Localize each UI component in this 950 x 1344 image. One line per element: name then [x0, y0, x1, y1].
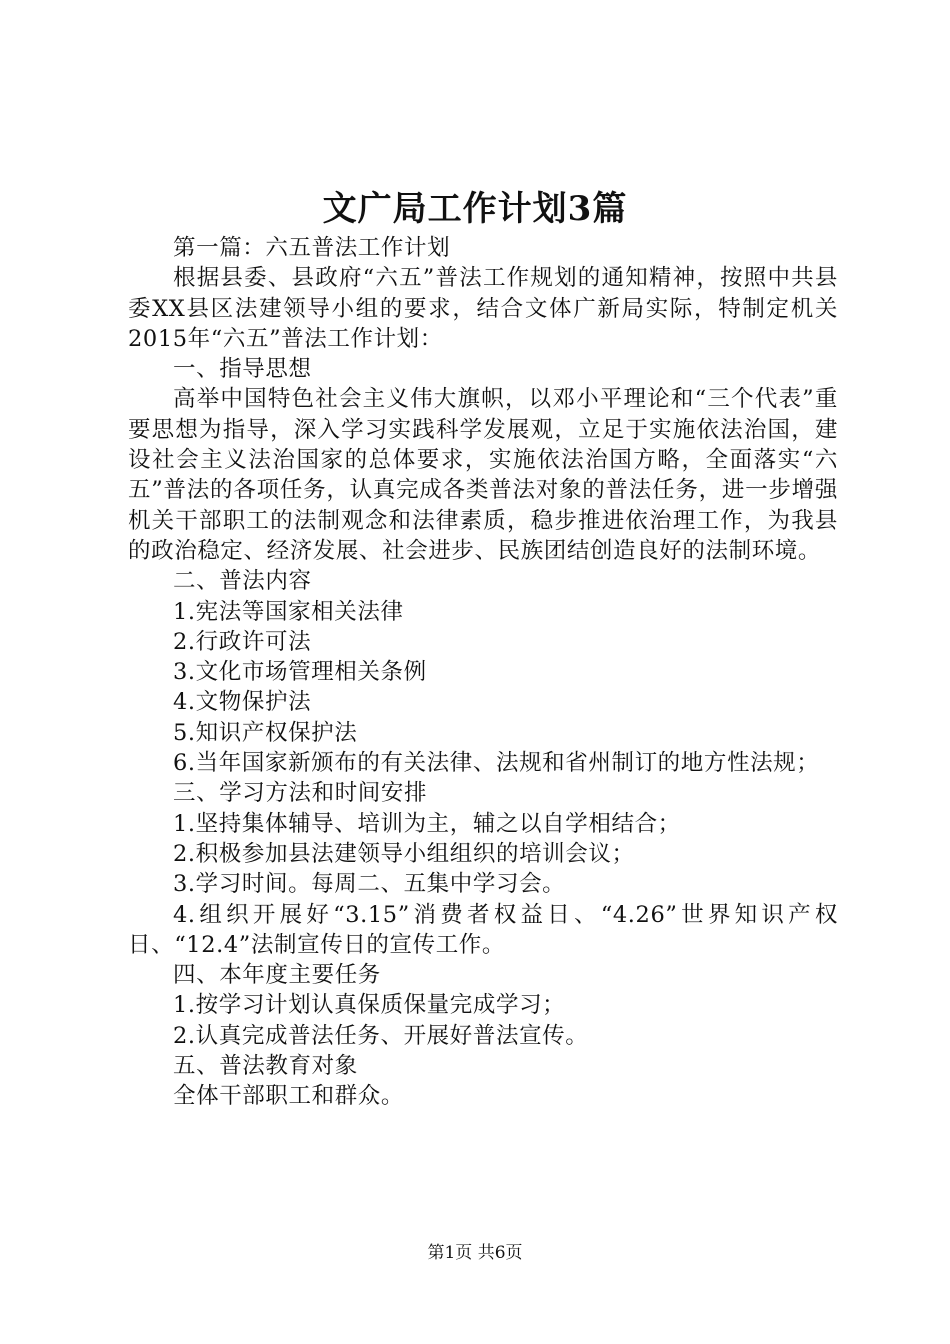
section-heading-study-methods: 三、学习方法和时间安排 — [173, 780, 428, 807]
section-heading-content: 二、普法内容 — [173, 568, 312, 595]
section-heading-part-one: 第一篇：六五普法工作计划 — [173, 235, 451, 261]
list-item: 2.行政许可法 — [173, 628, 312, 655]
education-targets-paragraph: 全体干部职工和群众。 — [173, 1083, 405, 1110]
guiding-ideology-paragraph: 高举中国特色社会主义伟大旗帜，以邓小平理论和“三个代表”重要思想为指导，深入学习实践科学发展观，立足于实施依法治国，建设社会主义法治国家的总体要求，实施依法治国方略，全面落实“六五”普法的各项任务，认真完成各类普法对象的普法任务，进一步增强机关干部职工的法制观念和法律素质，稳步推进依治理工作，为我县的政治稳定、经济发展、社会进步、民族团结创造良好的法制环境。 — [128, 386, 838, 564]
list-item: 1.宪法等国家相关法律 — [173, 598, 404, 625]
list-item: 1.按学习计划认真保质保量完成学习； — [173, 992, 566, 1019]
list-item: 3.学习时间。每周二、五集中学习会。 — [173, 871, 566, 898]
section-heading-guiding-ideology: 一、指导思想 — [173, 356, 312, 383]
list-item: 3.文化市场管理相关条例 — [173, 659, 427, 686]
list-item: 4.组织开展好“3.15”消费者权益日、“4.26”世界知识产权日、“12.4”法制宣传日的宣传工作。 — [128, 901, 838, 958]
list-item: 1.坚持集体辅导、培训为主，辅之以自学相结合； — [173, 810, 681, 837]
list-item: 6.当年国家新颁布的有关法律、法规和省州制订的地方性法规； — [173, 750, 820, 777]
list-item: 2.积极参加县法建领导小组组织的培训会议； — [173, 840, 635, 867]
document-title: 文广局工作计划3篇 — [322, 189, 628, 229]
section-heading-education-targets: 五、普法教育对象 — [173, 1053, 358, 1080]
document-body — [128, 233, 838, 1112]
list-item: 5.知识产权保护法 — [173, 719, 358, 746]
section-heading-main-tasks: 四、本年度主要任务 — [173, 962, 381, 989]
list-item: 4.文物保护法 — [173, 689, 312, 716]
list-item: 2.认真完成普法任务、开展好普法宣传。 — [173, 1022, 589, 1049]
intro-paragraph: 根据县委、县政府“六五”普法工作规划的通知精神，按照中共县委XX县区法建领导小组的要求，结合文体广新局实际，特制定机关2015年“六五”普法工作计划： — [128, 265, 838, 352]
page-footer: 第1页 共6页 — [427, 1243, 523, 1263]
